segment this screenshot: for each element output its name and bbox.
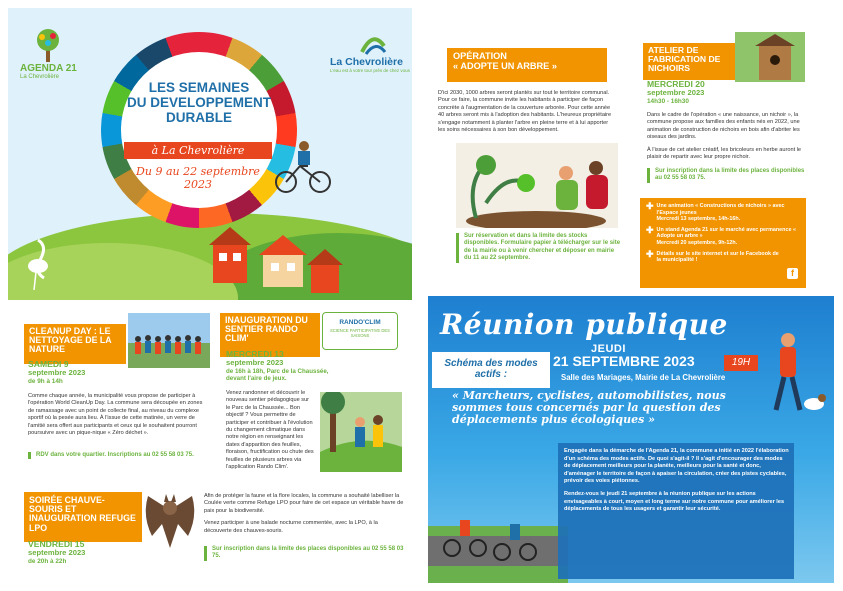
- plus-icon: ✚: [646, 201, 654, 211]
- adopte-arbre-tab: [447, 48, 607, 82]
- info-item: [646, 224, 800, 247]
- date-day: MERCREDI 20: [647, 79, 705, 89]
- reunion-quote: « Marcheurs, cyclistes, automobilistes, nous sommes tous concernés par la question des déplacements plus écologiques »: [452, 389, 726, 426]
- tree-logo-icon: [34, 28, 62, 62]
- reunion-weekday: JEUDI: [591, 343, 626, 355]
- bat-registration: Sur inscription dans la limite des places disponibles au 02 55 58 03 75.: [204, 546, 404, 561]
- birdhouse-photo: [735, 32, 805, 82]
- reunion-hour: 19H: [724, 355, 758, 371]
- chevroliere-logo-tagline: L'eau est à votre tour près de chez vous: [330, 68, 410, 73]
- schema-label: Schéma des modes actifs :: [432, 352, 550, 388]
- bat-text: [204, 493, 404, 535]
- rando-tab: INAUGURATION DU SENTIER RANDO CLIM': [220, 313, 320, 357]
- reunion-venue: Salle des Mariages, Mairie de La Chevrolière: [561, 373, 726, 382]
- reunion-date: 21 SEPTEMBRE 2023: [553, 353, 695, 369]
- chevroliere-logo-name: La Chevrolière: [330, 56, 403, 68]
- paragraph: Rendez-vous le jeudi 21 septembre à la réunion publique sur les actions envisageables à court, moyen et long terme sur notre commune pour améliorer les déplacements de tous les usagers et garantir leur sécurité.: [564, 490, 785, 513]
- rando-logo-subtitle: SCIENCE PARTICIPATIVE DES SAISONS: [330, 328, 390, 338]
- cleanup-date: [28, 360, 128, 386]
- info-item-detail: Mercredi 13 septembre, 14h-16h.: [656, 216, 741, 223]
- info-item-detail: Mercredi 20 septembre, 9h-12h.: [656, 239, 738, 246]
- date-day: MERCREDI 13: [226, 349, 284, 359]
- hero-title-line: LES SEMAINES: [148, 80, 250, 95]
- date-day: SAMEDI 9: [28, 359, 69, 369]
- date-month: septembre 2023: [28, 548, 86, 557]
- walker-with-dog-illustration: [758, 330, 828, 420]
- date-month: septembre 2023: [28, 368, 86, 377]
- date-month: septembre 2023: [647, 88, 705, 97]
- rando-logo-title: RANDO'CLIM: [339, 319, 381, 326]
- nichoirs-text: [647, 112, 807, 161]
- paragraph: Dans le cadre de l'opération « une naissance, un nichoir », la commune propose aux familles des enfants nés en 2022, une animation de construction de nichoirs en bois afin d'abriter les oiseaux des jardins.: [647, 112, 800, 141]
- paragraph: Engagée dans la démarche de l'Agenda 21, la commune a initié en 2022 l'élaboration d'un schéma des modes actifs. De quoi s'agit-il ? Il s'agit d'encourager des modes de déplacement meilleurs pour la planète, meilleurs pour la santé et donc, d'aménager le territoire de façon à apaiser la circulation, créer des pistes cyclables, prévoir des voies piétonnes.: [564, 448, 789, 485]
- hero-dates: [118, 165, 278, 191]
- agenda21-subtitle: La Chevrolière: [20, 74, 60, 80]
- cleanup-text: Comme chaque année, la municipalité vous propose de participer à l'opération World CleanUp Day. La commune sera découpée en zones de ramassage avec un point de collecte final, au niveau du complexe sportif où la pesée aura lieu. À l'issue de cette matinée, un verre de l'amitié sera offert aux participants et ceux qui le souhaitent pourront poursuivre avec un pique-nique « Zéro déchet ».: [28, 393, 203, 437]
- nichoirs-tab: ATELIER DE FABRICATION DE NICHOIRS: [643, 43, 735, 80]
- agenda21-title: AGENDA 21: [20, 63, 77, 74]
- plus-icon: ✚: [646, 248, 654, 259]
- info-item: [646, 203, 800, 223]
- reunion-title: Réunion publique: [440, 308, 728, 341]
- hikers-illustration: [320, 392, 402, 472]
- paragraph: Afin de protéger la faune et la flore locales, la commune a souhaité labelliser la Coulée verte comme Refuge LPO pour faire de cet espace un véritable havre de paix pour la biodiversité.: [204, 493, 404, 514]
- date-place: de 16h à 18h, Parc de la Chaussée, devant l'aire de jeux.: [226, 367, 329, 382]
- bat-tab: SOIRÉE CHAUVE-SOURIS ET INAUGURATION REFUGE LPO: [24, 492, 142, 542]
- paragraph: À l'issue de cet atelier créatif, les bricoleurs en herbe auront le plaisir de repartir avec leur propre nichoir.: [647, 146, 802, 161]
- rando-clim-logo: [322, 312, 398, 350]
- rando-text: Venez randonner et découvrir le nouveau sentier pédagogique sur le Parc de la Chaussée... Bon objectif ? Vous permettre de participer et contribuer à l'évolution du changement climatique dans notre région en renseignant les dates d'apparition des feuilles, floraison, fructification ou chute des feuilles de plusieurs arbres via l'application Rando Clim'.: [226, 390, 314, 471]
- heron-illustration: [18, 230, 58, 290]
- hero-title-line: DU DEVELOPPEMENT: [126, 95, 272, 110]
- paragraph: Venez participer à une balade nocturne commentée, avec la LPO, à la découverte des chauves-souris.: [204, 520, 378, 534]
- nichoirs-date: [647, 80, 797, 106]
- hero-illustration: [8, 8, 412, 300]
- hero-title: [116, 80, 282, 125]
- info-item-title: Détails sur le site internet et sur le Facebook de la municipalité !: [656, 250, 779, 264]
- cyclist-illustration: [274, 136, 334, 196]
- tab-title-line: OPÉRATION: [453, 51, 507, 61]
- hero-dates-line: Du 9 au 22 septembre: [136, 165, 260, 178]
- plus-icon: ✚: [646, 224, 654, 235]
- date-day: VENDREDI 15: [28, 539, 85, 549]
- info-item-title: Une animation « Constructions de nichoirs » avec l'Espace jeunes: [656, 203, 785, 216]
- bat-date: [28, 540, 158, 566]
- facebook-icon[interactable]: f: [787, 268, 798, 279]
- adopte-arbre-registration: Sur réservation et dans la limite des stocks disponibles. Formulaire papier à télécharger sur le site de la mairie ou à venir chercher et déposer en mairie du 11 au 22 septembre.: [456, 233, 622, 263]
- cyclists-illustration: [428, 496, 568, 583]
- info-item: [646, 248, 800, 264]
- chevroliere-logo-icon: [358, 26, 388, 56]
- cleanup-registration: RDV dans votre quartier. Inscriptions au 02 55 58 03 75.: [28, 452, 198, 459]
- hero-place: à La Chevrolière: [124, 142, 272, 159]
- date-hours: de 9h à 14h: [28, 377, 63, 385]
- hero-dates-line: 2023: [184, 178, 212, 191]
- cleanup-group-photo: [128, 313, 210, 368]
- nichoirs-registration: Sur inscription dans la limite des places disponibles au 02 55 58 03 75.: [647, 168, 807, 183]
- reunion-text: [564, 448, 790, 519]
- date-hours: 14h30 - 16h30: [647, 97, 689, 105]
- date-month: septembre 2023: [226, 358, 284, 367]
- houses-illustration: [203, 223, 343, 298]
- adopte-arbre-text: D'ici 2030, 1000 arbres seront plantés sur tout le territoire communal. Pour ce faire, la commune invite les habitants à participer de façon concrète à l'augmentation de la couverture arborée. Pour cette année 40 arbres seront mis à l'adoption des habitants. L'heureux propriétaire s'engage notamment à planter l'arbre en pleine terre et à lui apporter les soins nécessaires à son bon développement.: [438, 90, 612, 134]
- planting-illustration: [456, 143, 618, 228]
- tab-title-line: « ADOPTE UN ARBRE »: [453, 60, 557, 71]
- rando-date: [226, 350, 396, 383]
- info-item-title: Un stand Agenda 21 sur le marché avec permanence « Adopte un arbre »: [656, 226, 796, 240]
- date-hours: de 20h à 22h: [28, 557, 67, 565]
- info-box: [640, 198, 806, 288]
- cleanup-tab: CLEANUP DAY : LE NETTOYAGE DE LA NATURE: [24, 324, 126, 364]
- hero-title-line: DURABLE: [166, 110, 232, 125]
